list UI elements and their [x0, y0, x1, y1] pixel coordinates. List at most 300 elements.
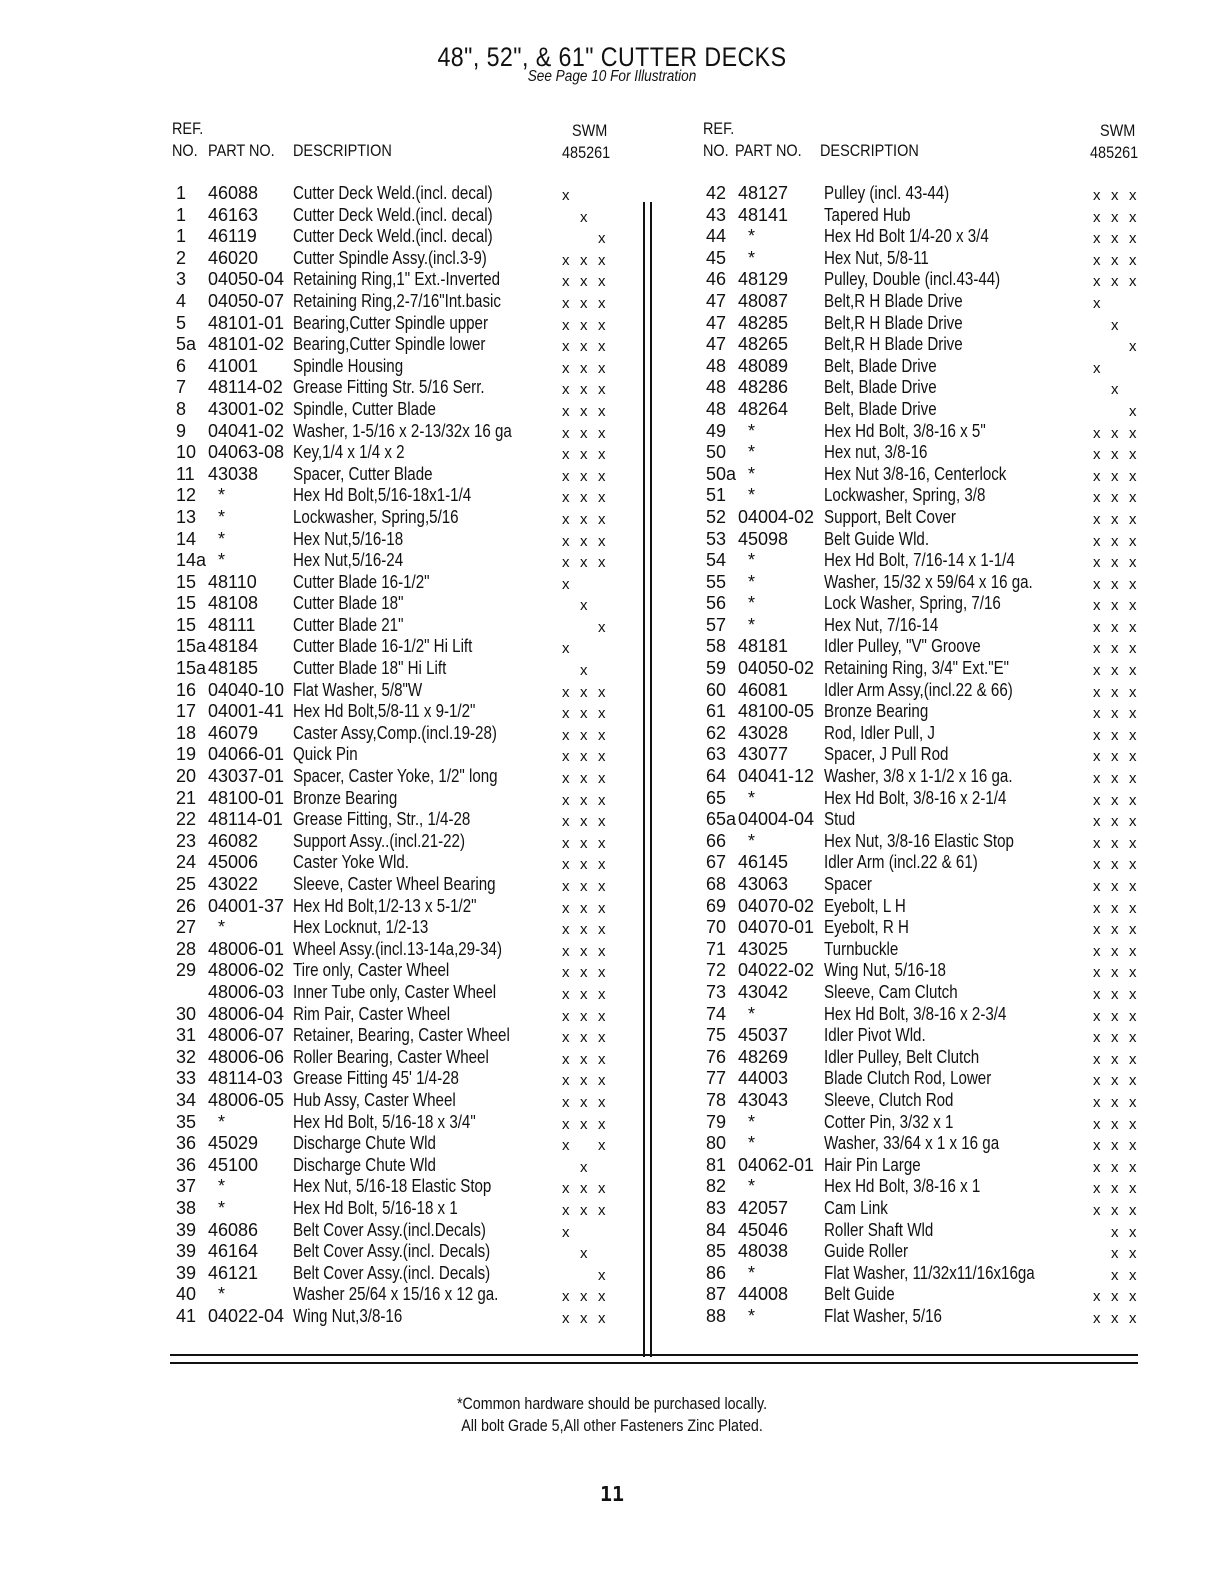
part-number: 48108	[208, 593, 259, 614]
part-description: Turnbuckle	[824, 938, 899, 959]
part-description: Belt Cover Assy.(incl. Decals)	[293, 1262, 491, 1283]
model-mark: x	[1129, 402, 1137, 420]
model-mark: x	[1093, 187, 1101, 204]
ref-number: 39	[176, 1241, 197, 1262]
part-description: Spacer, Caster Yoke, 1/2" long	[293, 766, 498, 787]
ref-number: 23	[176, 830, 197, 851]
model-mark: x	[1111, 1309, 1119, 1327]
model-mark: x	[562, 273, 570, 291]
model-mark: x	[580, 964, 588, 982]
model-mark: x	[580, 273, 588, 291]
model-mark: x	[1129, 1288, 1137, 1306]
part-description: Spindle Housing	[293, 355, 404, 376]
model-mark: x	[562, 489, 570, 507]
model-mark: x	[562, 446, 570, 464]
part-number: 46082	[208, 830, 259, 851]
footnote-line-1: *Common hardware should be purchased locally.	[456, 1394, 768, 1413]
model-mark: x	[598, 489, 606, 507]
model-mark: x	[1111, 942, 1119, 960]
model-mark: x	[1129, 1180, 1137, 1198]
model-mark: x	[598, 251, 606, 269]
model-mark: x	[1129, 1223, 1137, 1241]
part-number: 48285	[738, 312, 789, 333]
part-description: Grease Fitting 45' 1/4-28	[293, 1068, 459, 1089]
ref-number: 68	[706, 874, 727, 894]
model-mark: x	[598, 316, 606, 334]
model-mark: x	[598, 878, 606, 895]
model-mark: x	[1111, 834, 1119, 852]
part-description: Flat Washer, 5/8"W	[293, 679, 423, 700]
right-header-description: DESCRIPTION	[820, 141, 919, 160]
ref-number: 72	[706, 960, 727, 981]
part-number: *	[748, 614, 756, 635]
part-description: Cutter Spindle Assy.(incl.3-9)	[293, 247, 487, 268]
ref-number: 20	[176, 766, 197, 787]
part-number: 48006-04	[208, 1003, 285, 1024]
part-number: 48006-06	[208, 1046, 285, 1067]
part-number: 43043	[738, 1089, 789, 1110]
part-number: *	[748, 1176, 756, 1197]
ref-number: 22	[176, 809, 197, 830]
model-mark: x	[1093, 1201, 1101, 1219]
model-mark: x	[562, 834, 570, 852]
model-mark: x	[598, 446, 606, 464]
model-mark: x	[1129, 1309, 1137, 1327]
ref-number: 47	[706, 334, 727, 355]
part-description: Eyebolt, L H	[824, 895, 906, 916]
model-mark: x	[1111, 985, 1119, 1003]
model-mark: x	[562, 575, 570, 593]
ref-number: 13	[176, 506, 197, 527]
part-description: Cutter Deck Weld.(incl. decal)	[293, 226, 493, 247]
part-description: Hex Hd Bolt, 3/8-16 x 2-3/4	[824, 1003, 1007, 1024]
model-mark: x	[1111, 1223, 1119, 1241]
model-mark: x	[1129, 1266, 1137, 1284]
model-mark: x	[598, 1309, 606, 1327]
ref-number: 51	[706, 485, 727, 506]
ref-number: 14a	[176, 550, 207, 571]
part-number: 43022	[208, 874, 259, 894]
model-mark: x	[1129, 1137, 1137, 1155]
model-mark: x	[598, 921, 606, 939]
model-mark: x	[562, 1029, 570, 1047]
model-mark: x	[1093, 856, 1101, 874]
model-mark: x	[580, 1007, 588, 1025]
model-mark: x	[598, 532, 606, 550]
part-description: Bronze Bearing	[293, 787, 398, 808]
part-number: 48110	[208, 571, 257, 592]
model-mark: x	[1129, 208, 1137, 226]
model-mark: x	[1111, 856, 1119, 874]
part-number: 48100-05	[738, 701, 815, 722]
ref-number: 50	[706, 442, 727, 463]
model-mark: x	[1111, 1115, 1119, 1133]
model-mark: x	[580, 705, 588, 723]
model-mark: x	[580, 338, 588, 356]
part-number: *	[748, 485, 756, 506]
bottom-rule-top	[170, 1354, 1138, 1356]
part-description: Bearing,Cutter Spindle upper	[293, 312, 489, 333]
part-description: Washer, 3/8 x 1-1/2 x 16 ga.	[824, 766, 1013, 787]
model-mark: x	[598, 748, 606, 766]
part-number: 44003	[738, 1068, 789, 1089]
part-number: 43037-01	[208, 766, 285, 787]
model-mark: x	[580, 770, 588, 788]
ref-number: 32	[176, 1046, 197, 1067]
part-number: 48286	[738, 377, 789, 398]
ref-number: 45	[706, 247, 727, 268]
model-mark: x	[562, 381, 570, 399]
part-description: Belt,R H Blade Drive	[824, 334, 963, 355]
part-number: *	[748, 1305, 756, 1326]
part-description: Hex Nut,5/16-18	[293, 528, 404, 549]
ref-number: 18	[176, 722, 197, 743]
part-number: 42057	[738, 1197, 789, 1218]
part-number: 48181	[738, 636, 789, 657]
part-description: Idler Arm Assy,(incl.22 & 66)	[824, 679, 1013, 700]
model-mark: x	[580, 424, 588, 442]
model-mark: x	[1129, 338, 1137, 356]
ref-number: 76	[706, 1046, 727, 1067]
ref-number: 52	[706, 506, 727, 527]
model-mark: x	[1111, 813, 1119, 831]
model-mark: x	[1129, 683, 1137, 701]
model-mark: x	[1129, 1245, 1137, 1263]
model-mark: x	[580, 985, 588, 1003]
part-description: Support Assy..(incl.21-22)	[293, 830, 466, 851]
model-mark: x	[580, 1245, 588, 1263]
model-mark: x	[580, 683, 588, 701]
part-number: 43038	[208, 463, 259, 484]
model-mark: x	[562, 294, 570, 312]
model-mark: x	[598, 1029, 606, 1047]
center-divider-line-2	[650, 202, 652, 1357]
part-number: 46163	[208, 204, 259, 225]
model-mark: x	[598, 683, 606, 701]
model-mark: x	[598, 1288, 606, 1306]
part-description: Hex Locknut, 1/2-13	[293, 917, 429, 938]
model-mark: x	[580, 316, 588, 334]
part-number: 48089	[738, 355, 789, 376]
part-number: 04066-01	[208, 744, 285, 765]
part-description: Spacer	[824, 874, 872, 894]
part-description: Wing Nut, 5/16-18	[824, 960, 946, 981]
model-mark: x	[1093, 878, 1101, 895]
model-mark: x	[1111, 575, 1119, 593]
model-mark: x	[1111, 1072, 1119, 1090]
ref-number: 24	[176, 852, 197, 873]
ref-number: 35	[176, 1111, 197, 1132]
model-mark: x	[1093, 1115, 1101, 1133]
ref-number: 42	[706, 183, 727, 203]
ref-number: 87	[706, 1284, 727, 1305]
part-number: 48006-03	[208, 981, 285, 1002]
model-mark: x	[1093, 424, 1101, 442]
model-mark: x	[1093, 597, 1101, 615]
ref-number: 46	[706, 269, 727, 290]
part-number: 48100-01	[208, 787, 285, 808]
model-mark: x	[1093, 510, 1101, 528]
model-mark: x	[598, 1007, 606, 1025]
model-mark: x	[562, 791, 570, 809]
ref-number: 70	[706, 917, 727, 938]
part-description: Caster Yoke Wld.	[293, 852, 409, 873]
model-mark: x	[598, 294, 606, 312]
model-mark: x	[1111, 770, 1119, 788]
model-mark: x	[562, 856, 570, 874]
model-mark: x	[1093, 1093, 1101, 1111]
ref-number: 79	[706, 1111, 727, 1132]
part-number: 46020	[208, 247, 259, 268]
part-description: Spacer, J Pull Rod	[824, 744, 949, 765]
model-mark: x	[1129, 187, 1137, 204]
model-mark: x	[1129, 532, 1137, 550]
model-mark: x	[562, 467, 570, 485]
part-number: 48038	[738, 1241, 789, 1262]
model-mark: x	[1129, 446, 1137, 464]
ref-number: 44	[706, 226, 727, 247]
part-description: Retaining Ring,2-7/16"Int.basic	[293, 290, 501, 311]
part-description: Lockwasher, Spring,5/16	[293, 506, 459, 527]
model-mark: x	[1093, 467, 1101, 485]
model-mark: x	[1111, 1180, 1119, 1198]
ref-number: 49	[706, 420, 727, 441]
model-mark: x	[562, 510, 570, 528]
ref-number: 55	[706, 571, 727, 592]
part-number: 04050-02	[738, 658, 815, 679]
ref-number: 43	[706, 204, 727, 225]
part-description: Hex Hd Bolt, 5/16-18 x 1	[293, 1197, 458, 1218]
model-mark: x	[1129, 856, 1137, 874]
model-mark: x	[1093, 359, 1101, 377]
part-number: 46086	[208, 1219, 259, 1240]
model-mark: x	[1111, 424, 1119, 442]
model-mark: x	[1129, 813, 1137, 831]
ref-number: 53	[706, 528, 727, 549]
model-mark: x	[1129, 510, 1137, 528]
part-description: Bearing,Cutter Spindle lower	[293, 334, 486, 355]
model-mark: x	[1129, 791, 1137, 809]
part-number: 48127	[738, 183, 789, 203]
model-mark: x	[598, 554, 606, 572]
ref-number: 88	[706, 1305, 727, 1326]
model-mark: x	[1093, 1158, 1101, 1176]
part-description: Rim Pair, Caster Wheel	[293, 1003, 451, 1024]
ref-number: 80	[706, 1133, 727, 1154]
ref-number: 77	[706, 1068, 727, 1089]
model-mark: x	[1093, 532, 1101, 550]
part-number: 46081	[738, 679, 789, 700]
model-mark: x	[1093, 1309, 1101, 1327]
model-mark: x	[1093, 985, 1101, 1003]
model-mark: x	[1111, 878, 1119, 895]
part-description: Stud	[824, 809, 856, 830]
right-header-swm: SWM 485261	[1090, 121, 1139, 162]
model-mark: x	[1111, 791, 1119, 809]
ref-number: 12	[176, 485, 197, 506]
ref-number: 58	[706, 636, 727, 657]
ref-number: 38	[176, 1197, 197, 1218]
model-mark: x	[562, 985, 570, 1003]
model-mark: x	[1093, 705, 1101, 723]
ref-number: 36	[176, 1133, 197, 1154]
model-mark: x	[580, 1093, 588, 1111]
part-number: 46088	[208, 183, 259, 203]
model-mark: x	[580, 1180, 588, 1198]
part-number: *	[218, 1197, 226, 1218]
ref-number: 37	[176, 1176, 197, 1197]
model-mark: x	[1129, 1072, 1137, 1090]
page-subtitle: See Page 10 For Illustration	[527, 68, 697, 85]
part-number: 48111	[208, 614, 256, 635]
part-description: Belt,R H Blade Drive	[824, 312, 963, 333]
part-number: 04063-08	[208, 442, 285, 463]
model-mark: x	[598, 899, 606, 917]
model-mark: x	[1129, 770, 1137, 788]
part-number: *	[748, 1003, 756, 1024]
model-mark: x	[1093, 791, 1101, 809]
model-mark: x	[580, 899, 588, 917]
model-mark: x	[580, 1158, 588, 1176]
ref-number: 15a	[176, 658, 207, 679]
left-header-description: DESCRIPTION	[293, 141, 392, 160]
model-mark: x	[1093, 748, 1101, 766]
model-mark: x	[598, 467, 606, 485]
part-number: *	[748, 1262, 756, 1283]
model-mark: x	[562, 726, 570, 744]
ref-number: 57	[706, 614, 727, 635]
part-description: Hex Nut, 3/8-16 Elastic Stop	[824, 830, 1014, 851]
model-mark: x	[1129, 985, 1137, 1003]
part-description: Cotter Pin, 3/32 x 1	[824, 1111, 954, 1132]
part-number: *	[218, 550, 226, 571]
model-mark: x	[1111, 316, 1119, 334]
model-mark: x	[598, 1050, 606, 1068]
model-mark: x	[598, 1072, 606, 1090]
model-mark: x	[1111, 273, 1119, 291]
model-mark: x	[562, 1309, 570, 1327]
part-number: 48269	[738, 1046, 789, 1067]
model-mark: x	[598, 402, 606, 420]
model-mark: x	[580, 402, 588, 420]
ref-number: 81	[706, 1154, 727, 1175]
part-description: Tire only, Caster Wheel	[293, 960, 450, 981]
model-mark: x	[562, 1180, 570, 1198]
model-mark: x	[562, 1050, 570, 1068]
part-description: Hex Hd Bolt,5/16-18x1-1/4	[293, 485, 472, 506]
part-description: Discharge Chute Wld	[293, 1154, 436, 1175]
part-number: 41001	[208, 355, 259, 376]
part-description: Belt,R H Blade Drive	[824, 290, 963, 311]
model-mark: x	[580, 1029, 588, 1047]
part-number: 04070-01	[738, 917, 815, 938]
ref-number: 30	[176, 1003, 197, 1024]
part-number: *	[748, 1133, 756, 1154]
model-mark: x	[1129, 251, 1137, 269]
part-number: *	[218, 506, 226, 527]
part-description: Support, Belt Cover	[824, 506, 956, 527]
model-mark: x	[562, 1115, 570, 1133]
model-mark: x	[1111, 1137, 1119, 1155]
model-mark: x	[1093, 1029, 1101, 1047]
model-mark: x	[1129, 597, 1137, 615]
ref-number: 1	[176, 204, 187, 225]
ref-number: 27	[176, 917, 197, 938]
part-description: Rod, Idler Pull, J	[824, 722, 935, 743]
ref-number: 15	[176, 593, 197, 614]
part-number: 04040-10	[208, 679, 285, 700]
ref-number: 67	[706, 852, 727, 873]
model-mark: x	[1111, 1245, 1119, 1263]
part-description: Hex Hd Bolt, 3/8-16 x 1	[824, 1176, 981, 1197]
model-mark: x	[562, 424, 570, 442]
part-description: Roller Bearing, Caster Wheel	[293, 1046, 489, 1067]
model-mark: x	[1093, 230, 1101, 248]
model-mark: x	[580, 208, 588, 226]
model-mark: x	[598, 964, 606, 982]
model-mark: x	[580, 662, 588, 680]
ref-number: 2	[176, 247, 187, 268]
part-description: Sleeve, Caster Wheel Bearing	[293, 874, 496, 894]
model-mark: x	[1111, 705, 1119, 723]
part-number: 48006-07	[208, 1025, 285, 1046]
ref-number: 5	[176, 312, 187, 333]
part-description: Eyebolt, R H	[824, 917, 909, 938]
model-mark: x	[562, 338, 570, 356]
part-number: 48087	[738, 290, 789, 311]
part-number: 04022-04	[208, 1305, 285, 1326]
part-description: Grease Fitting Str. 5/16 Serr.	[293, 377, 485, 398]
ref-number: 65	[706, 787, 727, 808]
part-number: 48114-03	[208, 1068, 283, 1089]
model-mark: x	[1093, 921, 1101, 939]
ref-number: 25	[176, 874, 197, 894]
model-mark: x	[1129, 424, 1137, 442]
part-number: *	[218, 1176, 226, 1197]
ref-number: 71	[706, 938, 727, 959]
ref-number: 8	[176, 398, 187, 419]
model-mark: x	[598, 985, 606, 1003]
part-number: 48141	[738, 204, 789, 225]
part-description: Spacer, Cutter Blade	[293, 463, 433, 484]
model-mark: x	[1093, 899, 1101, 917]
model-mark: x	[598, 1137, 606, 1155]
part-description: Hex nut, 3/8-16	[824, 442, 928, 463]
part-number: 04004-04	[738, 809, 815, 830]
ref-number: 48	[706, 355, 727, 376]
model-mark: x	[598, 856, 606, 874]
ref-number: 48	[706, 377, 727, 398]
part-description: Hex Nut, 7/16-14	[824, 614, 939, 635]
model-mark: x	[580, 1309, 588, 1327]
model-mark: x	[580, 1201, 588, 1219]
model-mark: x	[580, 791, 588, 809]
model-mark: x	[1111, 597, 1119, 615]
ref-number: 39	[176, 1262, 197, 1283]
model-mark: x	[580, 359, 588, 377]
model-mark: x	[1111, 748, 1119, 766]
ref-number: 83	[706, 1197, 727, 1218]
part-number: 04004-02	[738, 506, 815, 527]
ref-number: 69	[706, 895, 727, 916]
model-mark: x	[562, 402, 570, 420]
model-mark: x	[1129, 726, 1137, 744]
model-mark: x	[580, 446, 588, 464]
model-mark: x	[1129, 899, 1137, 917]
part-number: 04041-12	[738, 766, 815, 787]
part-description: Hex Nut, 5/16-18 Elastic Stop	[293, 1176, 492, 1197]
model-mark: x	[1093, 640, 1101, 658]
